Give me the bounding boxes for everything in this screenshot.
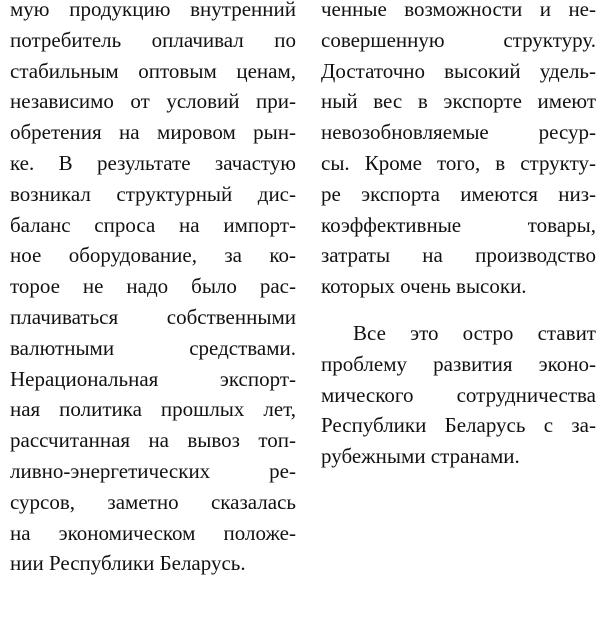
- text-line: потребитель оплачивал по: [10, 27, 296, 52]
- text-line: ке. В результате зачастую: [10, 150, 296, 175]
- text-line: Достаточно высокий удель-: [321, 58, 596, 83]
- text-line: коэффективные товары,: [321, 212, 596, 237]
- text-line: на экономическом положе-: [10, 520, 296, 545]
- text-line: которых очень высоки.: [321, 274, 527, 299]
- text-line: торое не надо было рас-: [10, 274, 296, 299]
- text-line: сы. Кроме того, в структу-: [321, 150, 596, 175]
- text-line: мического сотрудничества: [321, 382, 596, 407]
- paragraph-1: [321, 0, 596, 302]
- text-line: Республики Беларусь с за-: [321, 413, 596, 438]
- text-line: сурсов, заметно сказалась: [10, 489, 296, 514]
- text-line: затраты на производство: [321, 243, 596, 268]
- left-column: [10, 0, 296, 579]
- text-line: нии Республики Беларусь.: [10, 551, 246, 576]
- text-line: ливно-энергетических ре-: [10, 458, 296, 483]
- paragraph-gap: [321, 302, 596, 318]
- text-line: мую продукцию внутренний: [10, 0, 296, 21]
- text-line: проблему развития эконо-: [321, 351, 596, 376]
- text-line: Нерациональная экспорт-: [10, 366, 296, 391]
- right-column: [321, 0, 596, 472]
- text-line: возникал структурный дис-: [10, 181, 296, 206]
- text-line: ченные возможности и не-: [321, 0, 596, 21]
- text-line: невозобновляемые ресур-: [321, 120, 596, 145]
- paragraph-2: [321, 318, 596, 472]
- text-line: ная политика прошлых лет,: [10, 397, 296, 422]
- text-line: баланс спроса на импорт-: [10, 212, 296, 237]
- text-line: плачиваться собственными: [10, 304, 296, 329]
- text-line: независимо от условий при-: [10, 89, 296, 114]
- text-line: ное оборудование, за ко-: [10, 243, 296, 268]
- text-line: Все это остро ставит: [353, 320, 596, 345]
- text-line: ре экспорта имеются низ-: [321, 181, 596, 206]
- text-line: совершенную структуру.: [321, 27, 596, 52]
- text-line: валютными средствами.: [10, 335, 296, 360]
- text-line: ный вес в экспорте имеют: [321, 89, 596, 114]
- text-line: рассчитанная на вывоз топ-: [10, 428, 296, 453]
- text-line: рубежными странами.: [321, 444, 520, 469]
- text-line: обретения на мировом рын-: [10, 120, 296, 145]
- text-line: стабильным оптовым ценам,: [10, 58, 296, 83]
